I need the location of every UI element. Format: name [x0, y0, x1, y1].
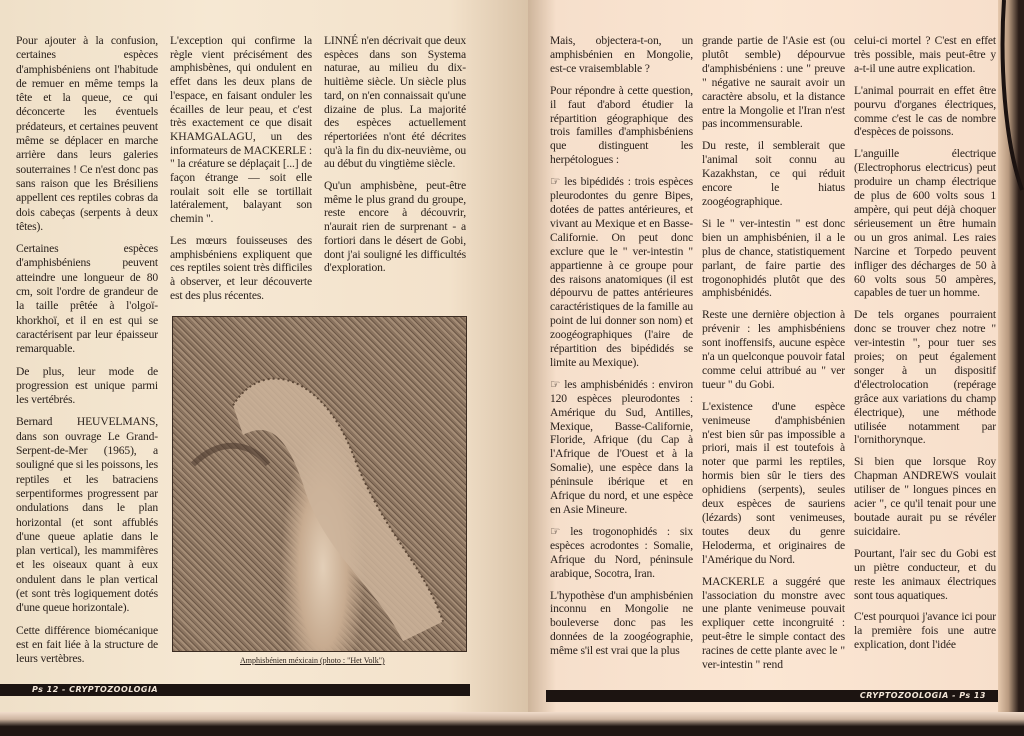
paragraph: L'exception qui confirme la règle vient précisément des amphisbènes, qui ondulent en effet dans les deux plans de l'espace, en faisant onduler les écailles de leur peau, et c'est très exactement ce que disait KHAMGALAGU, un des informateurs de MACKERLE : " la créature se déplaçait [...] de façon étrange — soit elle roulait soit elle se tortillait latéralement, balayant son chemin ". — [170, 34, 312, 226]
paragraph: Pour ajouter à la confusion, certaines espèces d'amphisbéniens ont l'habitude de remuer en même temps la tête et la queue, ce qui déconcerte les éventuels prédateurs, et certaines peuvent même se déplacer en marche arrière dans leurs galeries souterraines ! Ce n'est donc pas sans raison que les Brésiliens appellent ces reptiles cobras da dois cabeças (serpents à deux têtes). — [16, 34, 158, 233]
photo-caption: Amphisbénien méxicain (photo : "Het Volk") — [240, 656, 385, 665]
page-bottom-edge — [0, 712, 1024, 736]
left-page-column-1 — [16, 34, 158, 674]
paragraph: Qu'un amphisbène, peut-être même le plus grand du groupe, reste encore à découvrir, n'aurait rien de surprenant - a fortiori dans le désert de Gobi, dont j'ai souligné les difficultés d'exploration. — [324, 179, 466, 275]
right-page-column-2 — [702, 34, 845, 680]
paragraph: ☞ les amphisbénidés : environ 120 espèces pleurodontes : Amérique du Sud, Antilles, Mexique, Basse-Californie, Floride, Afrique (du Cap à l'Afrique de l'Ouest et à la Somalie), une espèce dans la péninsule ibérique et en Afrique du nord, et une espèce en Asie Mineure. — [550, 377, 693, 516]
paragraph: L'existence d'une espèce venimeuse d'amphisbénien n'est bien sûr pas impossible a priori, mais il est toutefois à noter que parmi les reptiles, hormis bien sûr le tiers des ophidiens (serpents), seules deux espèces de sauriens (lézards) sont venimeuses, toutes deux du genre Heloderma, et originaires de l'Amérique du Nord. — [702, 399, 845, 566]
paragraph: ☞ les bipédidés : trois espèces pleurodontes du genre Bipes, dotées de pattes antérieures, et vivant au Mexique et en Basse-Californie. On peut donc exclure que le " ver-intestin " appartienne à ce groupe pour des raisons anatomiques (il est dépourvu de pattes antérieures caractéristiques de la famille au point de lui donner son nom) et zoogéographiques (l'aire de répartition des bipédidés se limite au Mexique). — [550, 175, 693, 369]
left-page-column-2 — [170, 34, 312, 310]
paragraph: C'est pourquoi j'avance ici pour la première fois une autre explication, dont l'idée — [854, 610, 996, 652]
paragraph: Mais, objectera-t-on, un amphisbénien en Mongolie, est-ce vraisemblable ? — [550, 34, 693, 75]
paragraph: De plus, leur mode de progression est unique parmi les vertébrés. — [16, 364, 158, 407]
paragraph: Cette différence biomécanique est en fait liée à la structure de leurs vertèbres. — [16, 623, 158, 666]
paragraph: Reste une dernière objection à prévenir : les amphisbéniens sont inoffensifs, aucune espèce n'a un quelconque pouvoir fatal comme celui attribué au " ver tueur " du Gobi. — [702, 308, 845, 391]
paragraph: L'anguille électrique (Electrophorus electricus) peut produire un champ électrique de plus de 600 volts sous 1 ampère, qui peut déjà choquer sérieusement un être humain ou un gros animal. Les raies Narcine et Torpedo peuvent infliger des décharges de 50 à 60 volts sous 50 ampères, capables de tuer un homme. — [854, 147, 996, 300]
right-page-column-3 — [854, 34, 996, 660]
paragraph: Si le " ver-intestin " est donc bien un amphisbénien, il a le plus de chance, statistiquement parlant, de faire partie des trogonophidés plutôt que des amphisbénidés. — [702, 216, 845, 300]
paragraph: celui-ci mortel ? C'est en effet très possible, mais peut-être y a-t-il une autre explication. — [854, 34, 996, 75]
worm-illustration — [173, 317, 466, 651]
amphisbaenian-photo — [172, 316, 467, 652]
paragraph: grande partie de l'Asie est (ou plutôt semble) dépourvue d'amphisbéniens : une " preuve " négative ne saurait avoir un caractère absolu, et la distance entre la Mongolie et l'Iran n'est pas incommensurable. — [702, 34, 845, 131]
paragraph: Bernard HEUVELMANS, dans son ouvrage Le Grand-Serpent-de-Mer (1965), a souligné que si les poissons, les reptiles et les batraciens serpentiformes progressent par ondulations dans le plan horizontal (et sont affublés d'une queue aplatie dans le plan vertical), les mammifères et les oiseaux quant à eux ondulent dans le plan vertical (et sont très logiquement dotés d'une queue horizontale). — [16, 415, 158, 615]
paragraph: Les mœurs fouisseuses des amphisbéniens expliquent que ces reptiles soient très difficiles à observer, et leur découverte est des plus récentes. — [170, 233, 312, 302]
paragraph: LINNÉ n'en décrivait que deux espèces dans son Systema naturae, au milieu du dix-huitième siècle. Un siècle plus tard, on n'en connaissait qu'une dizaine de plus. La majorité des espèces actuellement répertoriées n'ont été décrites qu'à la fin du dix-neuvième, ou au début du vingtième siècle. — [324, 34, 466, 171]
page-footer-left: Ps 12 - CRYPTOZOOLOGIA — [0, 684, 470, 696]
left-page-column-3 — [324, 34, 466, 283]
paragraph: Du reste, il semblerait que l'animal soit connu au Kazakhstan, ce qui réduit encore le hiatus zoogéographique. — [702, 139, 845, 208]
paragraph: L'hypothèse d'un amphisbénien inconnu en Mongolie ne bouleverse donc pas les données de la zoogéographie, même s'il est vrai que la plus — [550, 588, 693, 658]
paragraph: Pour répondre à cette question, il faut d'abord étudier la répartition géographique des trois familles d'amphisbéniens que distinguent les herpétologues : — [550, 83, 693, 167]
paragraph: L'animal pourrait en effet être pourvu d'organes électriques, comme c'est le cas de nombre d'espèces de poissons. — [854, 83, 996, 139]
paragraph: Pourtant, l'air sec du Gobi est un piètre conducteur, et du reste les animaux électriques sont tous aquatiques. — [854, 546, 996, 602]
paragraph: De tels organes pourraient donc se trouver chez notre " ver-intestin ", pour tuer ses proies; on peut également songer à un dispositif d'électrolocation (repérage grâce aux variations du champ électrique), une méthode utilisée notamment par l'ornithorynque. — [854, 308, 996, 447]
paragraph: ☞ les trogonophidés : six espèces acrodontes : Somalie, Afrique du Nord, péninsule arabique, Socotra, Iran. — [550, 524, 693, 580]
page-footer-right: CRYPTOZOOLOGIA - Ps 13 — [546, 690, 998, 702]
paragraph: MACKERLE a suggéré que l'association du monstre avec une plante venimeuse pouvait expliquer cette incongruité : peut-être le simple contact des racines de cette plante avec le " ver-intestin " rend — [702, 574, 845, 672]
glasses-cord — [998, 0, 1024, 200]
paragraph: Si bien que lorsque Roy Chapman ANDREWS voulait utiliser de " longues pinces en acier ", ce qu'il tenait pour une boutade aurait pu se révéler suicidaire. — [854, 455, 996, 538]
paragraph: Certaines espèces d'amphisbéniens peuvent atteindre une longueur de 80 cm, soit l'ordre de grandeur de la taille prêtée à l'olgoï-khorkhoï, et il en est qui se caractérisent par leur épaisseur remarquable. — [16, 242, 158, 356]
right-page-column-1 — [550, 34, 693, 666]
